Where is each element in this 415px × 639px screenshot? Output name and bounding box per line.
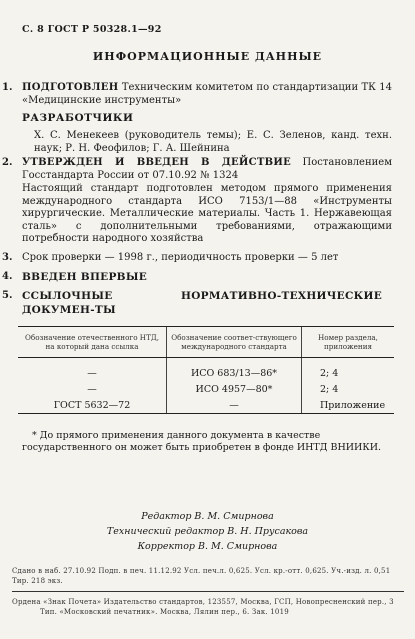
table-header-row — [18, 327, 394, 358]
table-cell: — — [87, 367, 97, 379]
credit-tech-editor: Технический редактор В. Н. Прусакова — [106, 526, 309, 537]
page-header: С. 8 ГОСТ Р 50328.1—92 — [22, 24, 162, 35]
section-2-text: Постановлением Госстандарта России от 07.10.92 № 1324 — [22, 157, 392, 181]
section-4 — [2, 271, 392, 285]
section-4-number: 4. — [2, 271, 13, 282]
table-row — [18, 397, 394, 414]
table-cell: ИСО 4957—80* — [167, 381, 302, 397]
references-table — [18, 326, 394, 414]
table-cell: ИСО 683/13—86* — [167, 358, 302, 382]
section-3-number: 3. — [2, 252, 13, 263]
table-cell: Приложение — [302, 397, 395, 414]
table-row — [18, 381, 394, 397]
table-cell: — — [87, 383, 97, 395]
section-5-number: 5. — [2, 290, 13, 301]
column-header: Обозначение соответ-ствующего международного стандарта — [167, 327, 302, 358]
section-2-description: Настоящий стандарт подготовлен методом прямого применения международного стандарта ИСО 7153/1—88 «Инструменты хирургические. Металлические материалы. Часть 1. Нержавеющая сталь» с дополнительными требованиями, отражающими потребности народного хозяйства — [22, 183, 392, 244]
table-cell: ГОСТ 5632—72 — [18, 397, 167, 414]
section-2-heading: УТВЕРЖДЕН И ВВЕДЕН В ДЕЙСТВИЕ — [22, 157, 292, 168]
page-title: ИНФОРМАЦИОННЫЕ ДАННЫЕ — [92, 50, 323, 63]
imprint-line-3: Ордена «Знак Почета» Издательство стандартов, 123557, Москва, ГСП, Новопресненский пер., 3 — [12, 598, 394, 606]
section-4-heading: ВВЕДЕН ВПЕРВЫЕ — [22, 271, 148, 283]
section-2 — [2, 157, 392, 182]
section-5-heading: ССЫЛОЧНЫЕ НОРМАТИВНО-ТЕХНИЧЕСКИЕ ДОКУМЕН-ТЫ — [22, 290, 382, 316]
footnote: * До прямого применения данного документа в качестве государственного он может быть приобретен в фонде ИНТД ВНИИКИ. — [22, 430, 381, 453]
imprint-line-4: Тип. «Московский печатник». Москва, Лялин пер., 6. Зак. 1019 — [40, 608, 289, 616]
divider — [12, 591, 404, 592]
imprint-line-2: Тир. 218 экз. — [12, 577, 63, 585]
section-1 — [2, 82, 392, 107]
table-cell: 2; 4 — [302, 358, 395, 382]
credit-editor: Редактор В. М. Смирнова — [141, 511, 274, 522]
section-5 — [2, 290, 382, 317]
section-3 — [2, 252, 392, 265]
section-1-number: 1. — [2, 82, 13, 93]
table-cell: 2; 4 — [302, 381, 395, 397]
credit-proofreader: Корректор В. М. Смирнова — [137, 541, 278, 552]
section-1-heading: ПОДГОТОВЛЕН — [22, 82, 119, 93]
developers-list: Х. С. Менекеев (руководитель темы); Е. С. Зеленов, канд. техн. наук; Р. Н. Феофилов; Г. А. Шейнина — [34, 130, 392, 154]
imprint-line-1: Сдано в наб. 27.10.92 Подп. в печ. 11.12.92 Усл. печ.л. 0,625. Усл. кр.-отт. 0,625. Уч.-изд. л. 0,51 — [12, 567, 391, 575]
developers-heading: РАЗРАБОТЧИКИ — [22, 112, 134, 124]
column-header: Номер раздела, приложения — [302, 327, 395, 358]
section-1-text: Техническим комитетом по стандартизации ТК 14 «Медицинские инструменты» — [22, 82, 392, 106]
section-2-number: 2. — [2, 157, 13, 168]
table-row — [18, 358, 394, 382]
table-cell: — — [167, 397, 302, 414]
section-3-text: Срок проверки — 1998 г., периодичность проверки — 5 лет — [22, 252, 339, 263]
column-header: Обозначение отечественного НТД, на который дана ссылка — [18, 327, 167, 358]
